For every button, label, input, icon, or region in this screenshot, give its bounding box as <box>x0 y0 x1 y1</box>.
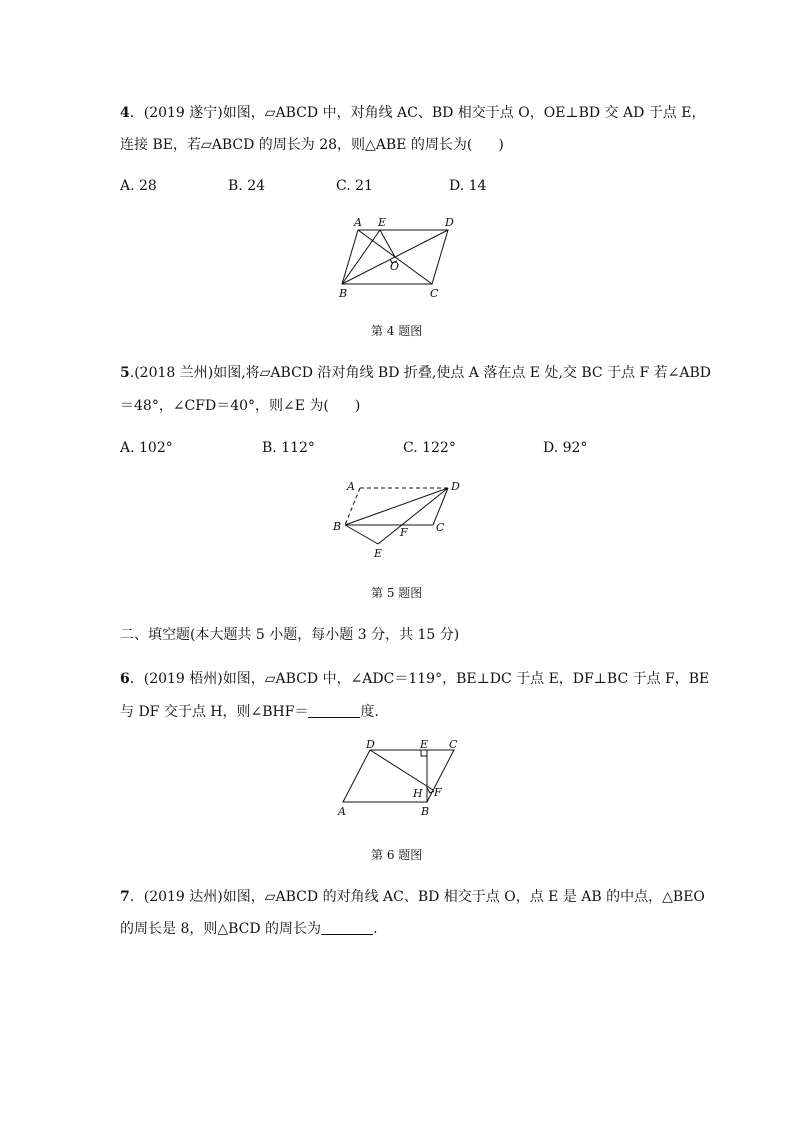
q6-line1 <box>120 669 709 689</box>
q5-side-be <box>345 525 378 544</box>
q4-caption: 第 4 题图 <box>371 324 423 338</box>
q6-label-c: C <box>449 738 458 751</box>
q5-paren-close: ) <box>354 398 361 414</box>
q6-label-b: B <box>421 805 430 818</box>
q6-caption: 第 6 题图 <box>371 848 423 862</box>
q6-text-2: 与 DF 交于点 H，则∠BHF＝ <box>120 704 309 720</box>
q5-label-b: B <box>333 520 342 533</box>
q5-side-ed <box>378 488 448 544</box>
section-heading: 二、填空题(本大题共 5 小题，每小题 3 分，共 15 分) <box>120 627 460 643</box>
q6-line2 <box>120 702 379 722</box>
q5-label-f: F <box>400 526 408 539</box>
q4-option-a: A. 28 <box>120 178 157 194</box>
q4-text-1: ．(2019 遂宁)如图，▱ABCD 中，对角线 AC、BD 相交于点 O，OE⊥BD 交 AD 于点 E， <box>129 105 706 121</box>
q7-text-end: . <box>373 921 378 937</box>
q4-text-2: 连接 BE，若▱ABCD 的周长为 28，则△ABE 的周长为( <box>120 137 473 153</box>
q7-text-1: ．(2019 达州)如图，▱ABCD 的对角线 AC、BD 相交于点 O，点 E 是 AB 的中点，△BEO <box>129 889 705 905</box>
q4-line1 <box>120 103 705 123</box>
q4-option-b: B. 24 <box>228 178 266 194</box>
q5-option-d: D. 92° <box>543 440 588 456</box>
q6-label-h: H <box>413 787 423 800</box>
q5-option-a: A. 102° <box>120 440 173 456</box>
q7-line2 <box>120 919 378 939</box>
q7-number: 7 <box>120 889 130 905</box>
q4-option-d: D. 14 <box>449 178 487 194</box>
q5-number: 5 <box>120 365 130 381</box>
q4-paren-close: ) <box>498 137 504 153</box>
q6-answer-blank <box>308 703 360 718</box>
q6-text-end: 度. <box>360 704 379 720</box>
q5-label-c: C <box>436 521 445 534</box>
q5-line2 <box>120 396 360 416</box>
q6-label-a: A <box>338 805 346 818</box>
q4-number: 4 <box>120 105 130 121</box>
q5-diagonal-bd <box>345 488 448 525</box>
q5-text-1: .(2018 兰州)如图,将▱ABCD 沿对角线 BD 折叠,使点 A 落在点 E 处,交 BC 于点 F 若∠ABD <box>129 365 712 381</box>
q7-line1 <box>120 887 705 907</box>
q4-label-b: B <box>339 287 348 300</box>
q6-label-d: D <box>366 738 375 751</box>
q5-figure <box>325 472 475 567</box>
q5-dashed-ab <box>345 488 360 525</box>
q4-segment-be <box>342 230 380 284</box>
q5-label-a: A <box>347 480 355 493</box>
q4-label-c: C <box>430 287 439 300</box>
q7-answer-blank <box>321 920 373 935</box>
q7-text-2: 的周长是 8，则△BCD 的周长为 <box>120 921 322 937</box>
q4-line2 <box>120 135 504 155</box>
q6-figure <box>330 738 470 823</box>
q5-caption: 第 5 题图 <box>371 586 423 600</box>
q5-line1 <box>120 363 711 383</box>
q4-label-o: O <box>390 260 400 273</box>
q4-label-d: D <box>445 216 454 229</box>
q6-number: 6 <box>120 671 130 687</box>
q5-label-d: D <box>451 480 460 493</box>
q4-figure <box>330 210 470 305</box>
q6-label-f: F <box>434 786 442 799</box>
q6-label-e: E <box>420 738 429 751</box>
q5-label-e: E <box>374 547 383 560</box>
q6-text-1: ．(2019 梧州)如图，▱ABCD 中，∠ADC＝119°，BE⊥DC 于点 E，DF⊥BC 于点 F，BE <box>129 671 710 687</box>
q5-option-c: C. 122° <box>403 440 456 456</box>
q5-text-2: ＝48°，∠CFD＝40°，则∠E 为( <box>120 398 329 414</box>
q4-segment-oe <box>380 230 395 257</box>
q4-option-c: C. 21 <box>336 178 373 194</box>
q5-option-b: B. 112° <box>262 440 315 456</box>
q4-label-a: A <box>354 216 362 229</box>
q4-label-e: E <box>378 216 387 229</box>
